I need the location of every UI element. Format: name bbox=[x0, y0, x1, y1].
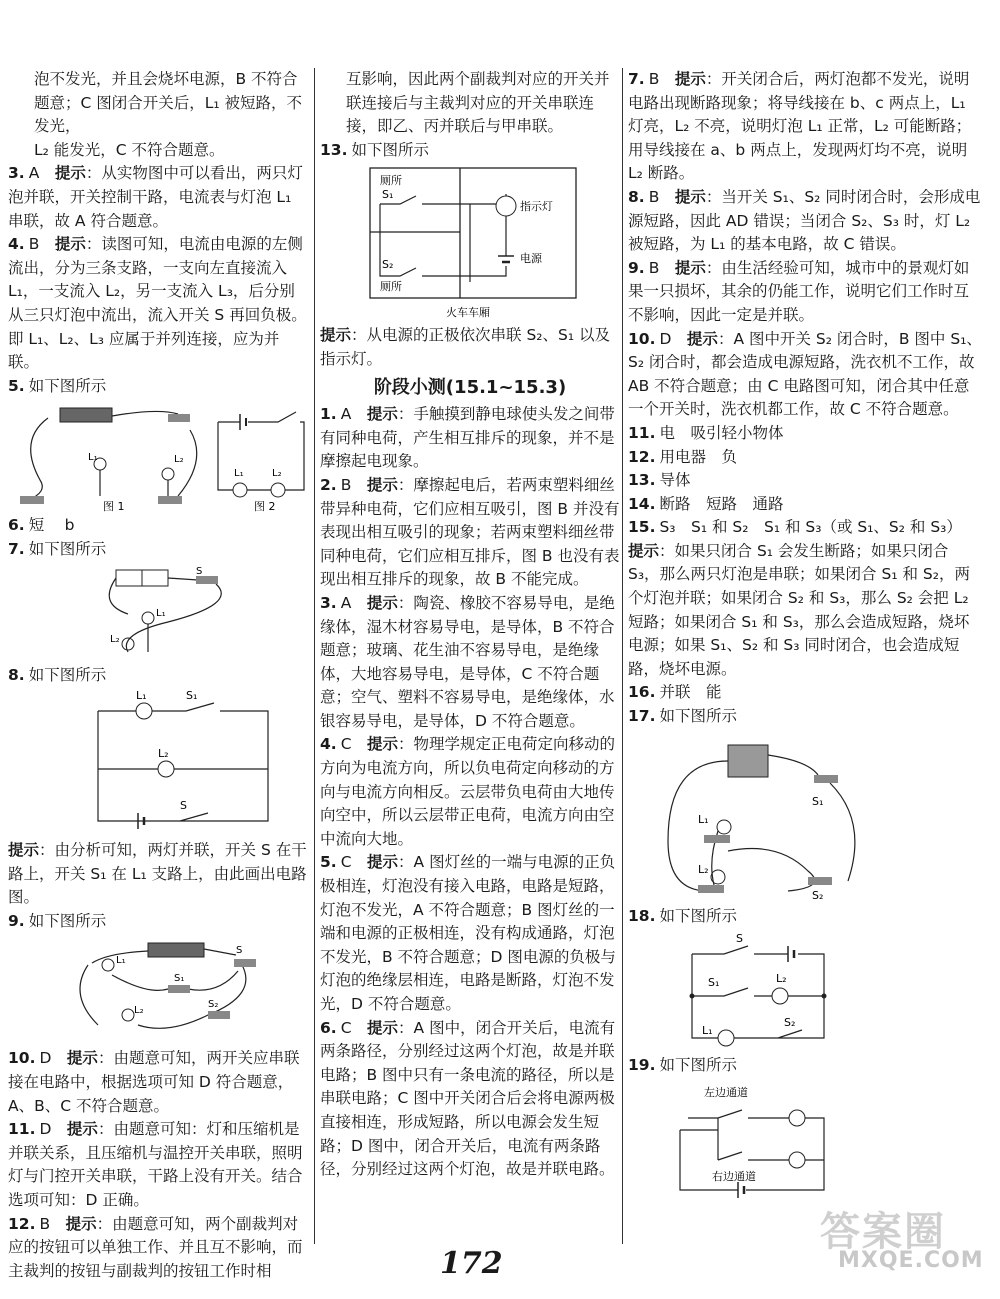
circuit-drawing-q13 bbox=[320, 164, 620, 322]
svg-text:L₂: L₂ bbox=[272, 468, 282, 480]
svg-text:右边通道: 右边通道 bbox=[712, 1169, 756, 1183]
quiz-answer-4: 4. C 提示：物理学规定正电荷定向移动的方向为电流方向，所以负电荷定向移动的方向与电流方向相反。云层带负电荷由大地传向空中，所以云层带正电荷，电流方向由空中流向大地。 bbox=[320, 735, 616, 848]
quiz-answer-15: 15. S₃ S₁ 和 S₂ S₁ 和 S₃（或 S₁、S₂ 和 S₃） 提示：如果只闭合 S₁ 会发生断路；如果只闭合 S₃，那么两只灯泡是串联；如果闭合 S₁ 和 S₂，两个灯泡并联；如果闭合 S₂ 和 S₃，那么 S₂ 会把 L₂ 短路；如果闭合 S₁ 和 S₃，那么会造成短路，烧坏电源；如果 S₁、S₂ 和 S₃ 同时闭合，也会造成短路，烧坏电源。 bbox=[628, 518, 970, 678]
section-title: 阶段小测(15.1~15.3) bbox=[373, 376, 567, 398]
answer-6: 6. 短 b bbox=[8, 516, 75, 535]
figure-q7 bbox=[8, 564, 310, 662]
svg-text:厕所: 厕所 bbox=[380, 280, 402, 294]
answer-letter: A bbox=[340, 405, 352, 424]
answer-letter: B bbox=[39, 1214, 51, 1233]
answer-4: 4. B 提示：读图可知，电流由电源的左侧流出，分为三条支路，一支向左直接流入 L₁，一支流入 L₂，另一支流入 L₃，后分别从三只灯泡中流出，流入开关 S 再回负极。即 L₁、L₂、L₃ 应属于并列连接，应为并联。 bbox=[8, 235, 307, 372]
answer-letter: D bbox=[659, 329, 672, 348]
answer-12: 12. B 提示：由题意可知，两个副裁判对应的按钮可以单独工作、并且互不影响，而主裁判的按钮与副裁判的按钮工作时相 bbox=[8, 1214, 303, 1280]
circuit-drawing-q9 bbox=[8, 935, 308, 1045]
svg-text:S₂: S₂ bbox=[784, 1016, 796, 1030]
answer-8-hint: 提示：由分析可知，两灯并联，开关 S 在干路上，开关 S₁ 在 L₁ 支路上，由此画出电路图。 bbox=[8, 841, 307, 907]
figure-q19 bbox=[628, 1080, 984, 1200]
svg-text:S₁: S₁ bbox=[708, 976, 720, 990]
quiz-answer-6: 6. C 提示：A 图中，闭合开关后，电流有两条路径，分别经过这两个灯泡，故是并联电路；B 图中只有一条电流的路径，所以是串联电路；C 图中开关闭合后会将电源两极直接相连，形成短路，所以电源会发生短路；D 图中，闭合开关后，电流有两条路径，分别经过这两个灯泡，故是并联电路。 bbox=[320, 1018, 616, 1179]
answer-letter: A bbox=[340, 593, 352, 612]
answer-13-hint: 提示：从电源的正极依次串联 S₂、S₁ 以及指示灯。 bbox=[320, 326, 610, 368]
quiz-answer-18: 18. 如下图所示 bbox=[628, 906, 737, 925]
answer-9: 9. 如下图所示 bbox=[8, 911, 107, 930]
quiz-answer-2: 2. B 提示：摩擦起电后，若两束塑料细丝带异种电荷，它们应相互吸引，图 B 并没有表现出相互吸引的现象；若两束塑料细丝带同种电荷，它们应相互排斥，图 B 也没有表现出相互排斥的现象，故 B 不能完成。 bbox=[320, 475, 620, 589]
quiz-answer-17: 17. 如下图所示 bbox=[628, 707, 737, 726]
figure-q17 bbox=[628, 731, 984, 903]
circuit-drawing-q7 bbox=[8, 564, 308, 662]
figure-q18 bbox=[628, 930, 984, 1052]
svg-text:S₁: S₁ bbox=[174, 973, 185, 985]
svg-text:L₂: L₂ bbox=[110, 633, 120, 645]
answer-13: 13. 如下图所示 bbox=[320, 140, 429, 159]
svg-text:L₂: L₂ bbox=[134, 1005, 144, 1017]
answer-11: 11. D 提示：由题意可知：灯和压缩机是并联关系，且压缩机与温控开关串联，照明灯与门控开关串联，干路上没有开关。结合选项可知：D 正确。 bbox=[8, 1120, 303, 1210]
svg-text:S₂: S₂ bbox=[208, 999, 219, 1011]
quiz-answer-19: 19. 如下图所示 bbox=[628, 1056, 737, 1075]
watermark-logo: 答案圈 bbox=[820, 1209, 946, 1255]
svg-text:L₁: L₁ bbox=[698, 812, 709, 826]
answer-7: 7. 如下图所示 bbox=[8, 539, 107, 558]
circuit-drawing-q5 bbox=[8, 400, 308, 512]
answer-letter: B bbox=[648, 70, 660, 88]
column-divider-1 bbox=[314, 68, 315, 1244]
svg-text:S: S bbox=[196, 565, 203, 577]
quiz-answer-16: 16. 并联 能 bbox=[628, 683, 722, 702]
answer-letter: C bbox=[340, 1018, 352, 1037]
watermark-url: MXQE.COM bbox=[838, 1248, 984, 1273]
svg-text:L₁: L₁ bbox=[116, 955, 126, 967]
svg-text:S: S bbox=[236, 945, 243, 957]
answer-8: 8. 如下图所示 bbox=[8, 665, 107, 684]
svg-text:S₁: S₁ bbox=[812, 794, 824, 808]
answer-letter: B bbox=[648, 258, 660, 277]
svg-text:图 2: 图 2 bbox=[254, 500, 276, 513]
quiz-answer-13: 13. 导体 bbox=[628, 471, 691, 490]
svg-text:L₁: L₁ bbox=[156, 607, 166, 619]
svg-text:L₂: L₂ bbox=[698, 862, 709, 876]
svg-text:S: S bbox=[180, 799, 187, 813]
figure-q13 bbox=[320, 164, 620, 322]
page-number: 172 bbox=[440, 1246, 503, 1281]
answer-letter: A bbox=[28, 164, 40, 183]
answer-letter: B bbox=[28, 235, 40, 254]
svg-text:L₂: L₂ bbox=[776, 972, 787, 986]
svg-text:火车车厢: 火车车厢 bbox=[446, 306, 490, 320]
answer-10: 10. D 提示：由题意可知，两开关应串联接在电路中，根据选项可知 D 符合题意，A、B、C 不符合题意。 bbox=[8, 1049, 300, 1115]
answer-letter: D bbox=[39, 1049, 52, 1068]
svg-text:S₁: S₁ bbox=[186, 689, 198, 703]
svg-text:L₂: L₂ bbox=[158, 747, 169, 761]
answer-letter: D bbox=[39, 1120, 52, 1139]
circuit-drawing-q8 bbox=[8, 689, 308, 837]
svg-text:左边通道: 左边通道 bbox=[704, 1085, 748, 1099]
svg-text:S₂: S₂ bbox=[382, 258, 394, 272]
svg-text:L₁: L₁ bbox=[88, 452, 98, 464]
answer-letter: B bbox=[648, 187, 660, 206]
quiz-answer-1: 1. A 提示：手触摸到静电球使头发之间带有同种电荷，产生相互排斥的现象，并不是摩擦起电现象。 bbox=[320, 405, 615, 471]
quiz-answer-7: 7. B 提示：开关闭合后，两灯泡都不发光，说明电路出现断路现象；将导线接在 b、c 两点上，L₁ 灯亮，L₂ 不亮，说明灯泡 L₁ 正常，L₂ 可能断路；用导线接在 a、b 两点上，发现两灯均不亮，说明 L₂ 断路。 bbox=[628, 70, 972, 183]
svg-text:L₁: L₁ bbox=[136, 689, 147, 703]
answer-letter: C bbox=[340, 735, 352, 754]
circuit-drawing-q18 bbox=[628, 930, 984, 1052]
quiz-answer-14: 14. 断路 短路 通路 bbox=[628, 494, 784, 513]
figure-q8 bbox=[8, 689, 310, 837]
answer-5: 5. 如下图所示 bbox=[8, 376, 107, 395]
quiz-answer-11: 11. 电 吸引轻小物体 bbox=[628, 423, 784, 442]
svg-text:指示灯: 指示灯 bbox=[520, 200, 553, 214]
circuit-drawing-q17 bbox=[628, 731, 984, 903]
svg-text:电源: 电源 bbox=[520, 252, 542, 266]
answer-letter: C bbox=[340, 853, 352, 872]
continued-text: 互影响，因此两个副裁判对应的开关并联连接后与主裁判对应的开关串联连接，即乙、丙并联后与甲串联。 bbox=[346, 70, 610, 136]
left-column bbox=[8, 68, 310, 1283]
svg-text:L₂: L₂ bbox=[174, 454, 184, 466]
svg-text:S: S bbox=[736, 932, 743, 946]
svg-text:厕所: 厕所 bbox=[380, 174, 402, 188]
svg-text:图 1: 图 1 bbox=[103, 500, 125, 513]
circuit-drawing-q19 bbox=[628, 1080, 984, 1200]
continued-text: 泡不发光，并且会烧坏电源，B 不符合题意；C 图闭合开关后，L₁ 被短路，不发光， L₂ 能发光，C 不符合题意。 bbox=[34, 70, 303, 159]
figure-q9 bbox=[8, 935, 310, 1045]
svg-text:S₁: S₁ bbox=[382, 188, 394, 202]
quiz-answer-8: 8. B 提示：当开关 S₁、S₂ 同时闭合时，会形成电源短路，因此 AD 错误；当闭合 S₂、S₃ 时，灯 L₂ 被短路，为 L₁ 的基本电路，故 C 错误。 bbox=[628, 187, 981, 254]
quiz-answer-3: 3. A 提示：陶瓷、橡胶不容易导电，是绝缘体，湿木材容易导电，是导体，B 不符合题意；玻璃、花生油不容易导电，是绝缘体，大地容易导电，是导体，C 不符合题意；空气、塑料不容易导电，是绝缘体，水银容易导电，是导体，D 不符合题意。 bbox=[320, 593, 615, 730]
svg-text:L₁: L₁ bbox=[702, 1024, 713, 1038]
quiz-answer-12: 12. 用电器 负 bbox=[628, 447, 737, 466]
svg-text:S₂: S₂ bbox=[812, 888, 824, 902]
svg-text:L₁: L₁ bbox=[234, 468, 244, 480]
quiz-answer-5: 5. C 提示：A 图灯丝的一端与电源的正负极相连，灯泡没有接入电路，电路是短路，灯泡不发光，A 不符合题意；B 图灯丝的一端和电源的正极相连，没有构成通路，灯泡不发光，B 不符合题意；D 图电源的负极与灯泡的绝缘层相连，电路是断路，灯泡不发光，D 不符合题意。 bbox=[320, 853, 616, 1013]
right-column bbox=[628, 68, 984, 1202]
column-divider-2 bbox=[622, 68, 623, 1244]
answer-letter: B bbox=[340, 475, 352, 494]
figure-q5 bbox=[8, 400, 310, 512]
quiz-answer-9: 9. B 提示：由生活经验可知，城市中的景观灯如果一只损坏，其余的仍能工作，说明它们工作时互不影响，因此一定是并联。 bbox=[628, 258, 970, 324]
answer-3: 3. A 提示：从实物图中可以看出，两只灯泡并联，开关控制干路，电流表与灯泡 L₁ 串联，故 A 符合题意。 bbox=[8, 164, 303, 230]
middle-column bbox=[320, 68, 620, 1182]
quiz-answer-10: 10. D 提示：A 图中开关 S₂ 闭合时，B 图中 S₁、S₂ 闭合时，都会造成电源短路，洗衣机不工作，故 AB 不符合题意；由 C 电路图可知，闭合其中任意一个开关时，洗衣机都工作，故 C 不符合题意。 bbox=[628, 329, 982, 419]
